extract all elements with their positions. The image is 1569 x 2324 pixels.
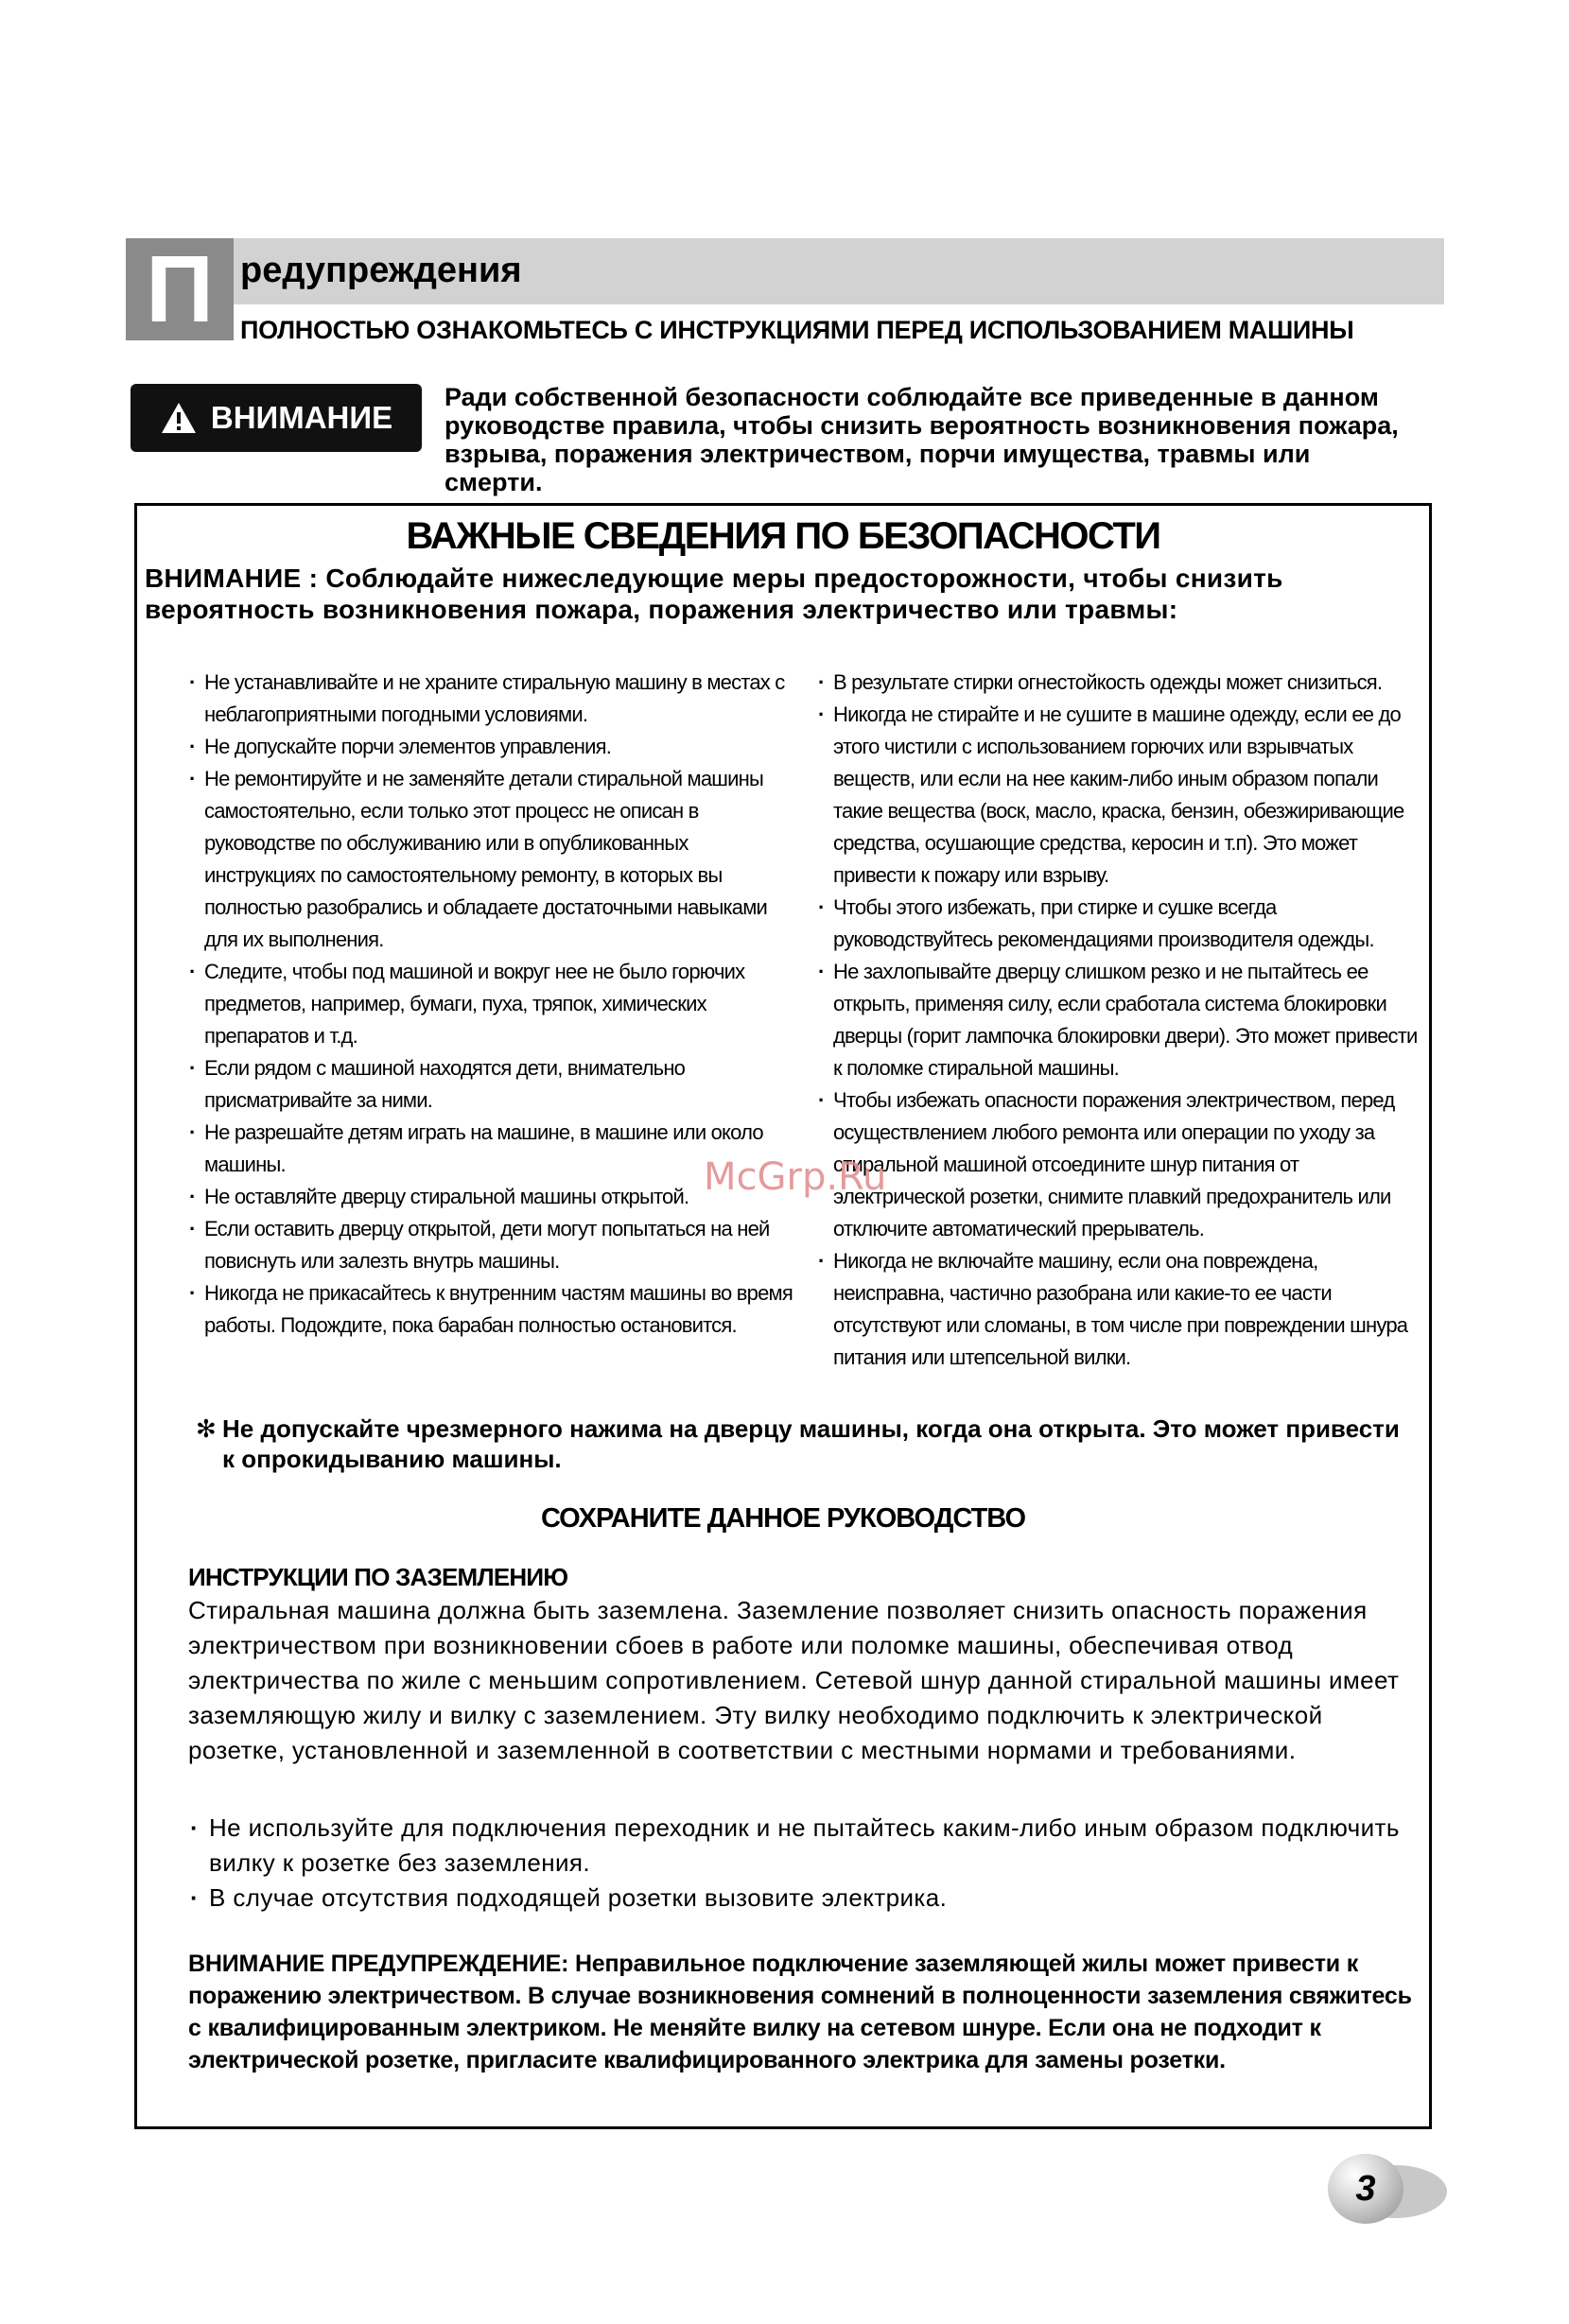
safety-list-item: · Не захлопывайте дверцу слишком резко и не пытайтесь ее открыть, применяя силу, если сработала система блокировки дверцы (горит лампочка блокировки двери). Это может привести к поломке стиральной машины. [818,956,1428,1084]
note-asterisk-icon: ✻ [196,1414,217,1443]
safety-list-item: · Не ремонтируйте и не заменяйте детали стиральной машины самостоятельно, если только этот процесс не описан в руководстве по обслуживанию или в опубликованных инструкциях по самостоятельному ремонту, в которых вы полностью разобрались и обладаете достаточными навыками для их выполнения. [189,763,804,956]
grounding-heading: ИНСТРУКЦИИ ПО ЗАЗЕМЛЕНИЮ [188,1563,568,1591]
safety-list-item: · Не устанавливайте и не храните стиральную машину в местах с неблагоприятными погодными условиями. [189,667,804,731]
page-title: редупреждения [240,251,522,290]
grounding-list [188,1811,1418,1916]
warning-badge-label: ВНИМАНИЕ [210,400,393,435]
safety-list-left [189,667,804,1342]
safety-list-item: · Никогда не включайте машину, если она повреждена, неисправна, частично разобрана или какие-то ее части отсутствуют или сломаны, в том числе при повреждении шнура питания или штепсельной вилки. [818,1245,1428,1374]
final-warning-paragraph: ВНИМАНИЕ ПРЕДУПРЕЖДЕНИЕ: Неправильное подключение заземляющей жилы может привести к поражению электричеством. В случае возникновения сомнений в полноценности заземления свяжитесь с квалифицированным электриком. Не меняйте вилку на сетевом шнуре. Если она не подходит к электрической розетке, пригласите квалифицированного электрика для замены розетки. [188,1951,1412,2073]
safety-list-item: · Не разрешайте детям играть на машине, в машине или около машины. [189,1117,804,1181]
safety-info-box [134,503,1432,2129]
note-text: Не допускайте чрезмерного нажима на дверцу машины, когда она открыта. Это может привести к опрокидыванию машины. [222,1414,1400,1473]
safety-list-right-column [818,667,1428,1374]
safety-list-item: · Если рядом с машиной находятся дети, внимательно присматривайте за ними. [189,1052,804,1117]
safety-section-title: ВАЖНЫЕ СВЕДЕНИЯ ПО БЕЗОПАСНОСТИ [406,515,1160,557]
safety-list-item: · Если оставить дверцу открытой, дети могут попытаться на ней повиснуть или залезть внутрь машины. [189,1213,804,1277]
safety-list-item: · В результате стирки огнестойкость одежды может снизиться. [818,667,1428,699]
header-initial-letter: П [126,238,234,340]
caution-statement: ВНИМАНИЕ : Соблюдайте нижеследующие меры предосторожности, чтобы снизить вероятность возникновения пожара, поражения электричество или травмы: [145,564,1283,624]
warning-triangle-icon [160,401,198,435]
safety-list-item: · Следите, чтобы под машиной и вокруг нее не было горючих предметов, например, бумаги, пуха, тряпок, химических препаратов и т.д. [189,956,804,1052]
save-manual-heading: СОХРАНИТЕ ДАННОЕ РУКОВОДСТВО [540,1503,1026,1534]
safety-list-item: · Чтобы избежать опасности поражения электричеством, перед осуществлением любого ремонта или операции по уходу за стиральной машиной отсоедините шнур питания от электрической розетки, снимите плавкий предохранитель или отключите автоматический прерыватель. [818,1084,1428,1245]
safety-list-item: · Не оставляйте дверцу стиральной машины открытой. [189,1181,804,1213]
page-subtitle: ПОЛНОСТЬЮ ОЗНАКОМЬТЕСЬ С ИНСТРУКЦИЯМИ ПЕРЕД ИСПОЛЬЗОВАНИЕМ МАШИНЫ [240,316,1354,344]
grounding-list-item: · Не используйте для подключения переходник и не пытайтесь каким-либо иным образом подключить вилку к розетке без заземления. [188,1811,1418,1881]
grounding-list-item: · В случае отсутствия подходящей розетки вызовите электрика. [188,1881,1418,1916]
warning-badge [131,384,422,452]
safety-list-right [818,667,1428,1374]
safety-list-item: · Не допускайте порчи элементов управления. [189,731,804,763]
warning-intro-text: Ради собственной безопасности соблюдайте все приведенные в данном руководстве правила, чтобы снизить вероятность возникновения пожара, взрыва, поражения электричеством, порчи имущества, травмы или смерти. [445,383,1399,496]
safety-list-item: · Никогда не стирайте и не сушите в машине одежду, если ее до этого чистили с использованием горючих или взрывчатых веществ, или если на нее каким-либо иным образом попали такие вещества (воск, масло, краска, бензин, обезжиривающие средства, осушающие средства, керосин и т.п). Это может привести к пожару или взрыву. [818,699,1428,892]
grounding-paragraph: Стиральная машина должна быть заземлена. Заземление позволяет снизить опасность поражения электричеством при возникновении сбоев в работе или поломке машины, обеспечивая отвод электричества по жиле с меньшим сопротивлением. Сетевой шнур данной стиральной машины имеет заземляющую жилу и вилку с заземлением. Эту вилку необходимо подключить к электрической розетке, установленной и заземленной в соответствии с местными нормами и требованиями. [188,1596,1400,1764]
door-pressure-note [196,1413,1414,1474]
safety-list-item: · Никогда не прикасайтесь к внутренним частям машины во время работы. Подождите, пока барабан полностью остановится. [189,1277,804,1342]
safety-list-left-column [189,667,804,1342]
page-number: 3 [1328,2154,1403,2224]
safety-list-item: · Чтобы этого избежать, при стирке и сушке всегда руководствуйтесь рекомендациями производителя одежды. [818,892,1428,956]
watermark: McGrp.Ru [704,1155,887,1199]
